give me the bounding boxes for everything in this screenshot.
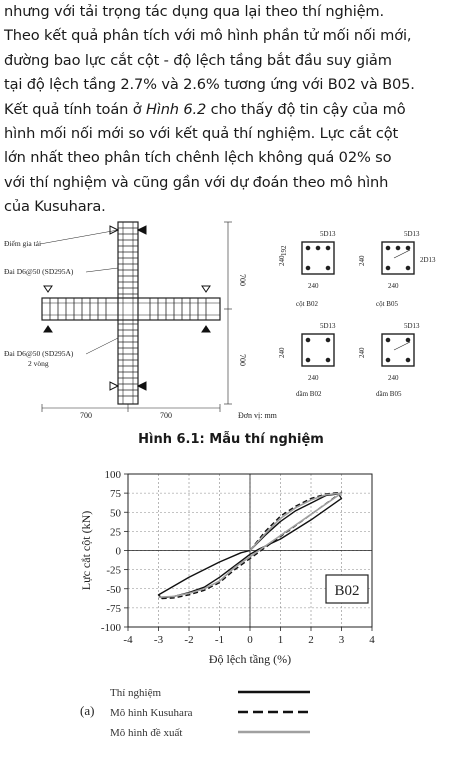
svg-text:240: 240 <box>308 374 319 382</box>
y-tick-label: -75 <box>106 602 121 615</box>
body-paragraph <box>4 0 460 220</box>
y-tick-label: 100 <box>104 469 121 481</box>
load-arrows <box>44 226 210 390</box>
y-tick-label: -25 <box>106 564 121 577</box>
svg-text:5D13: 5D13 <box>320 322 336 330</box>
y-tick-label: 75 <box>110 488 121 501</box>
section-name: cột B05 <box>376 300 398 308</box>
x-tick-label: 0 <box>247 634 253 646</box>
load-point-label: Điểm gia tải <box>4 239 42 248</box>
x-tick-label: 3 <box>338 634 345 646</box>
paragraph-line: tại độ lệch tầng 2.7% và 2.6% tương ứng với B02 và B05. <box>4 76 415 94</box>
paragraph-line: với thí nghiệm và cũng gần với dự đoán theo mô hình <box>4 173 389 191</box>
svg-text:240: 240 <box>308 282 319 290</box>
hysteresis-chart <box>0 462 462 759</box>
dim-700-left: 700 <box>80 411 92 420</box>
chart-legend <box>80 687 310 739</box>
section-name: cột B02 <box>296 300 318 308</box>
beam-drawing <box>42 298 220 320</box>
section-dam-b02 <box>278 322 336 398</box>
y-tick-label: 25 <box>110 526 121 539</box>
vertical-dimensions <box>224 222 247 404</box>
svg-text:240: 240 <box>358 347 366 358</box>
x-axis-label: Độ lệch tầng (%) <box>208 652 292 666</box>
section-cot-b02 <box>278 230 336 308</box>
chart-ticks <box>101 469 375 646</box>
svg-text:5D13: 5D13 <box>404 230 420 238</box>
figure-reference: Hình 6.2 <box>145 100 207 118</box>
dim-700-upper: 700 <box>238 274 247 286</box>
x-tick-label: -1 <box>214 634 225 646</box>
svg-text:2D13: 2D13 <box>420 256 436 264</box>
svg-text:5D13: 5D13 <box>404 322 420 330</box>
x-tick-label: 4 <box>369 634 375 646</box>
y-tick-label: 50 <box>110 507 121 520</box>
stirrup-top-label: Đai D6@50 (SD295A) <box>4 267 74 276</box>
svg-text:240: 240 <box>388 282 399 290</box>
section-name: dầm B05 <box>376 390 402 398</box>
section-name: dầm B02 <box>296 390 322 398</box>
paragraph-line: đường bao lực cắt cột - độ lệch tầng bắt đầu suy giảm <box>4 51 392 69</box>
unit-label: Đơn vị: mm <box>238 411 277 420</box>
figure-caption: Hình 6.1: Mẫu thí nghiệm <box>138 432 324 447</box>
paragraph-line: lớn nhất theo phân tích chênh lệch không quá 02% so <box>4 149 392 167</box>
section-dam-b05 <box>358 322 420 398</box>
legend-label: Thí nghiệm <box>110 687 162 699</box>
panel-label: B02 <box>334 583 360 599</box>
legend-label: Mô hình Kusuhara <box>110 707 193 719</box>
svg-text:192: 192 <box>280 245 288 256</box>
panel-label-box <box>326 575 368 603</box>
horizontal-dimensions <box>42 404 278 420</box>
x-tick-label: 2 <box>308 634 314 646</box>
paragraph-line: nhưng với tải trọng tác dụng qua lại theo thí nghiệm. <box>4 3 384 20</box>
subfigure-label: (a) <box>80 703 95 718</box>
x-tick-label: -2 <box>184 634 194 646</box>
x-tick-label: -4 <box>123 634 133 646</box>
dim-700-right: 700 <box>160 411 172 420</box>
x-tick-label: -3 <box>153 634 164 646</box>
stirrup-bottom-label: Đai D6@50 (SD295A) <box>4 349 74 358</box>
paragraph-line: Kết quả tính toán ở Hình 6.2 cho thấy độ tin cậy của mô <box>4 100 406 118</box>
column-drawing <box>118 222 138 404</box>
section-cot-b05 <box>358 230 436 308</box>
y-tick-label: -100 <box>100 622 121 634</box>
paragraph-line: Theo kết quả phân tích với mô hình phần tử mối nối mới, <box>4 27 412 45</box>
paragraph-line: của Kusuhara. <box>4 198 106 216</box>
svg-text:240: 240 <box>278 255 286 266</box>
specimen-figure <box>0 208 462 428</box>
stirrup-bottom-sub: 2 vòng <box>28 359 49 368</box>
y-tick-label: -50 <box>106 583 121 596</box>
paragraph-line: hình mối nối mới so với kết quả thí nghiệm. Lực cắt cột <box>4 125 399 143</box>
y-tick-label: 0 <box>115 545 121 558</box>
svg-text:240: 240 <box>388 374 399 382</box>
svg-text:5D13: 5D13 <box>320 230 336 238</box>
legend-label: Mô hình đề xuất <box>110 727 183 739</box>
dim-700-lower: 700 <box>238 354 247 366</box>
svg-text:240: 240 <box>278 347 286 358</box>
svg-text:240: 240 <box>358 255 366 266</box>
x-tick-label: 1 <box>277 634 284 646</box>
specimen-labels <box>4 230 118 368</box>
y-axis-label: Lực cắt cột (kN) <box>79 510 93 591</box>
